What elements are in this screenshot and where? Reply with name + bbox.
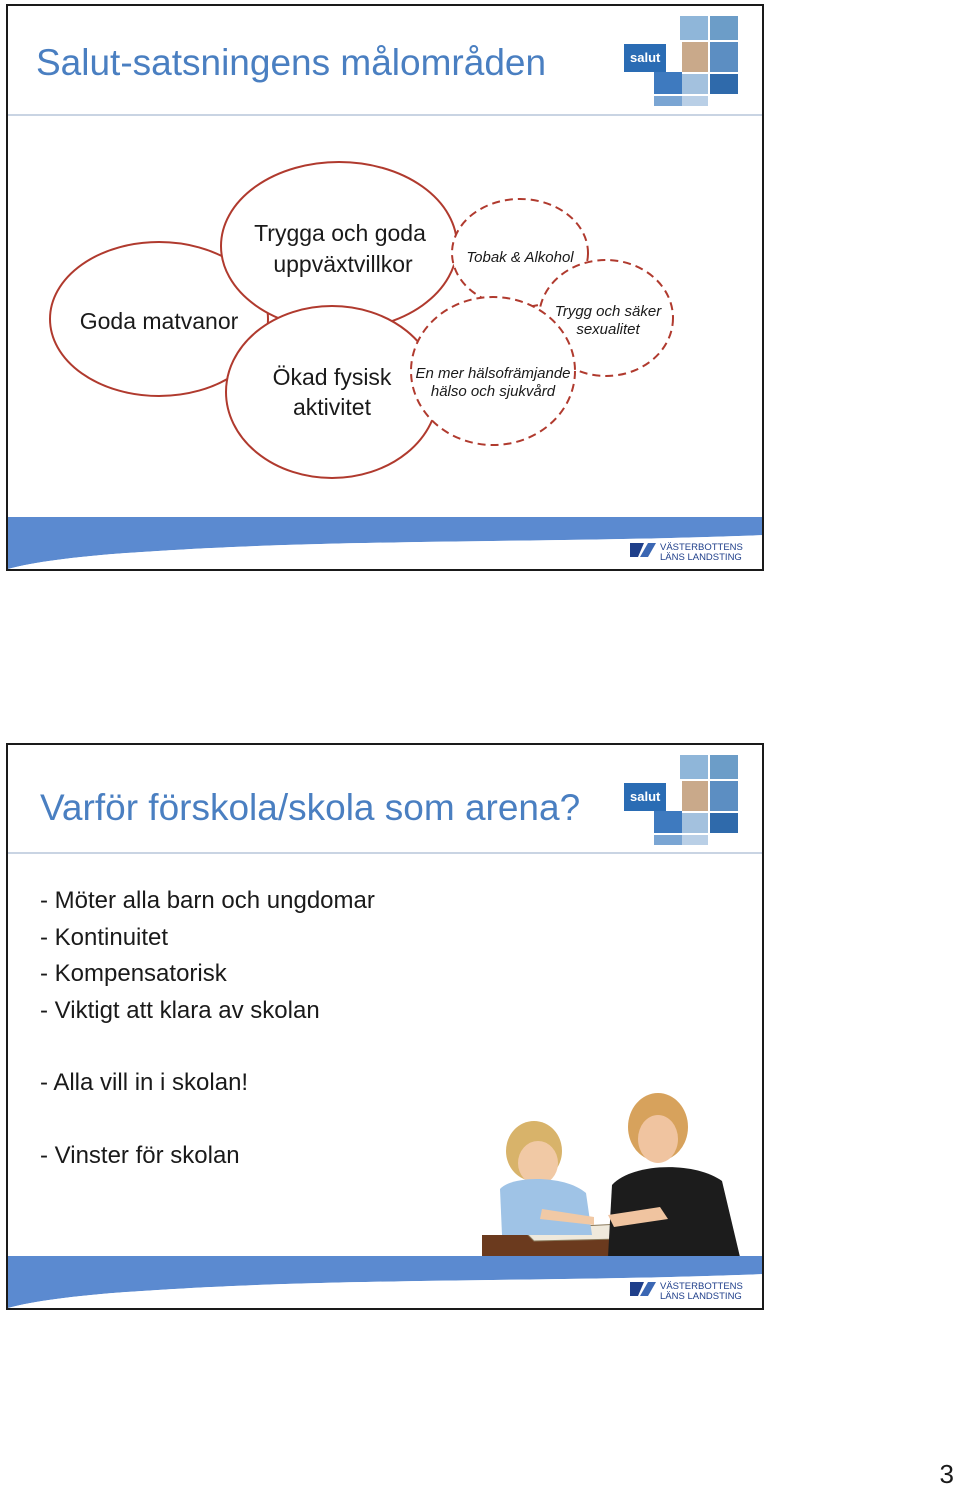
org-name-line2: LÄNS LANDSTING (660, 552, 742, 563)
salut-logo-text: salut (630, 789, 661, 804)
slide-1 (6, 4, 764, 571)
label-trygg-line2: sexualitet (576, 321, 640, 338)
bullet-item: - Viktigt att klara av skolan (40, 996, 320, 1024)
salut-logo-text: salut (630, 50, 661, 65)
bullet-spacer (40, 1102, 375, 1138)
bullet-item: - Kompensatorisk (40, 960, 227, 987)
org-name-line2: LÄNS LANDSTING (660, 1291, 742, 1302)
label-tobak: Tobak & Alkohol (466, 249, 574, 266)
label-goda-matvanor: Goda matvanor (79, 308, 239, 334)
page-number: 3 (939, 1459, 954, 1489)
bullet-item: - Alla vill in i skolan! (40, 1069, 249, 1096)
title-rule (8, 852, 764, 854)
tutoring-photo (482, 1089, 750, 1259)
salut-logo (624, 755, 740, 847)
label-trygg-line1: Trygg och säker (554, 303, 662, 320)
bullet-list (40, 883, 375, 1174)
label-trygga-line1: Trygga och goda (254, 220, 426, 246)
label-trygga-line2: uppväxtvillkor (273, 251, 413, 277)
slide-footer (8, 517, 764, 569)
target-areas-diagram (8, 6, 764, 521)
label-halso-line2: hälso och sjukvård (430, 383, 556, 400)
org-name-line1: VÄSTERBOTTENS (660, 1281, 743, 1292)
slide-2 (6, 743, 764, 1310)
bubble-okad-fysisk-aktivitet (226, 306, 438, 478)
label-okad-line2: aktivitet (293, 394, 371, 420)
slide-2-title: Varför förskola/skola som arena? (40, 787, 581, 828)
slide-footer (8, 1256, 764, 1308)
bullet-item: - Möter alla barn och ungdomar (40, 887, 375, 914)
org-name-line1: VÄSTERBOTTENS (660, 542, 743, 553)
bubble-trygga-uppvaxtvillkor (221, 162, 457, 330)
bullet-spacer (40, 1029, 375, 1065)
bullet-item: - Kontinuitet (40, 923, 169, 951)
label-halso-line1: En mer hälsofrämjande (415, 365, 571, 382)
label-okad-line1: Ökad fysisk (272, 364, 392, 390)
bullet-item: - Vinster för skolan (40, 1141, 240, 1169)
slide-1-title: Salut-satsningens målområden (36, 42, 547, 83)
